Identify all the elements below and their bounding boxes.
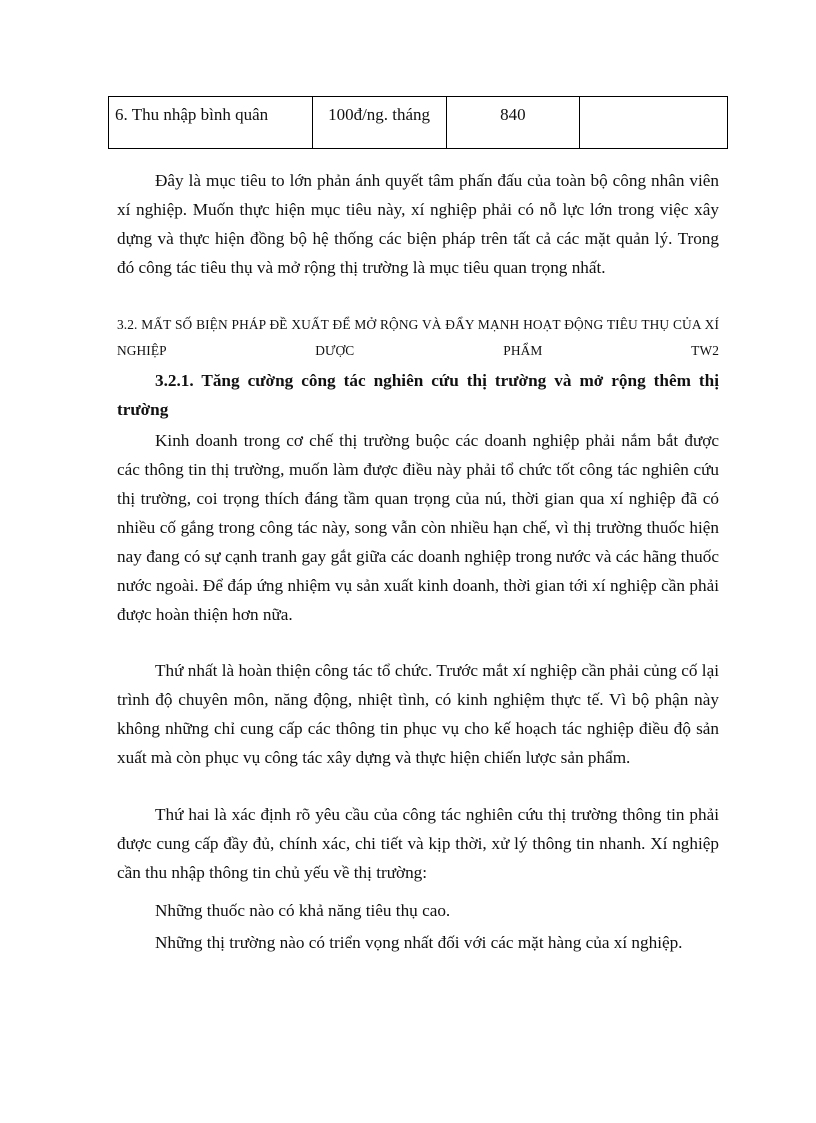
paragraph-text: Kinh doanh trong cơ chế thị trường buộc các doanh nghiệp phải nắm bắt được các thông tin thị trường, muốn làm được điều này phải tổ chức tốt công tác nghiên cứu thị trường, coi trọng thích đáng tầm quan trọng của nú, thời gian qua xí nghiệp đã có nhiều cố gắng trong công tác này, song vẫn còn nhiều hạn chế, vì thị trường thuốc hiện nay đang có sự cạnh tranh gay gắt giữa các doanh nghiệp trong nước và các hãng thuốc nước ngoài. Để đáp ứng nhiệm vụ sản xuất kinh doanh, thời gian tới xí nghiệp cần phải được hoàn thiện hơn nữa.	[117, 431, 719, 624]
table-cell-value: 840	[446, 97, 580, 149]
paragraph-text: Thứ nhất là hoàn thiện công tác tổ chức. Trước mắt xí nghiệp cần phải củng cố lại trình độ chuyên môn, năng động, nhiệt tình, có kinh nghiệm thực tế. Vì bộ phận này không những chỉ cung cấp các thông tin phục vụ cho kế hoạch tác nghiệp điều độ sản xuất mà còn phục vụ công tác xây dựng và thực hiện chiến lược sản phẩm.	[117, 661, 719, 767]
paragraph-high-consumption	[117, 896, 719, 925]
table-cell-indicator: 6. Thu nhập bình quân	[109, 97, 313, 149]
table-cell-empty	[580, 97, 728, 149]
paragraph-organization	[117, 656, 719, 772]
paragraph-text: Thứ hai là xác định rõ yêu cầu của công tác nghiên cứu thị trường thông tin phải được cung cấp đầy đủ, chính xác, chi tiết và kịp thời, xử lý thông tin nhanh. Xí nghiệp cần thu nhập thông tin chủ yếu về thị trường:	[117, 805, 719, 882]
section-heading: 3.2. MẤT SỐ BIỆN PHÁP ĐỀ XUẤT ĐỂ MỞ RỘNG VÀ ĐẨY MẠNH HOẠT ĐỘNG TIÊU THỤ CỦA XÍ NGHIỆP DƯỢC PHẨM TW2	[117, 317, 719, 358]
paragraph-goal	[117, 166, 719, 282]
paragraph-requirements	[117, 800, 719, 887]
paragraph-text: Đây là mục tiêu to lớn phản ánh quyết tâm phấn đấu của toàn bộ công nhân viên xí nghiệp. Muốn thực hiện mục tiêu này, xí nghiệp phải có nỗ lực lớn trong việc xây dựng và thực hiện đồng bộ hệ thống các biện pháp trên tất cả các mặt quản lý. Trong đó công tác tiêu thụ và mở rộng thị trường là mục tiêu quan trọng nhất.	[117, 171, 719, 277]
table-cell-unit: 100đ/ng. tháng	[312, 97, 446, 149]
paragraph-promising-markets	[117, 928, 719, 957]
subsection-heading-text: 3.2.1. Tăng cường công tác nghiên cứu thị trường và mở rộng thêm thị trường	[117, 371, 719, 419]
subsection-heading	[117, 366, 719, 424]
paragraph-market-research	[117, 426, 719, 629]
paragraph-text: Những thuốc nào có khả năng tiêu thụ cao.	[155, 901, 451, 920]
table-row	[109, 97, 728, 149]
income-table	[108, 96, 728, 149]
paragraph-text: Những thị trường nào có triển vọng nhất đối với các mặt hàng của xí nghiệp.	[155, 933, 683, 952]
